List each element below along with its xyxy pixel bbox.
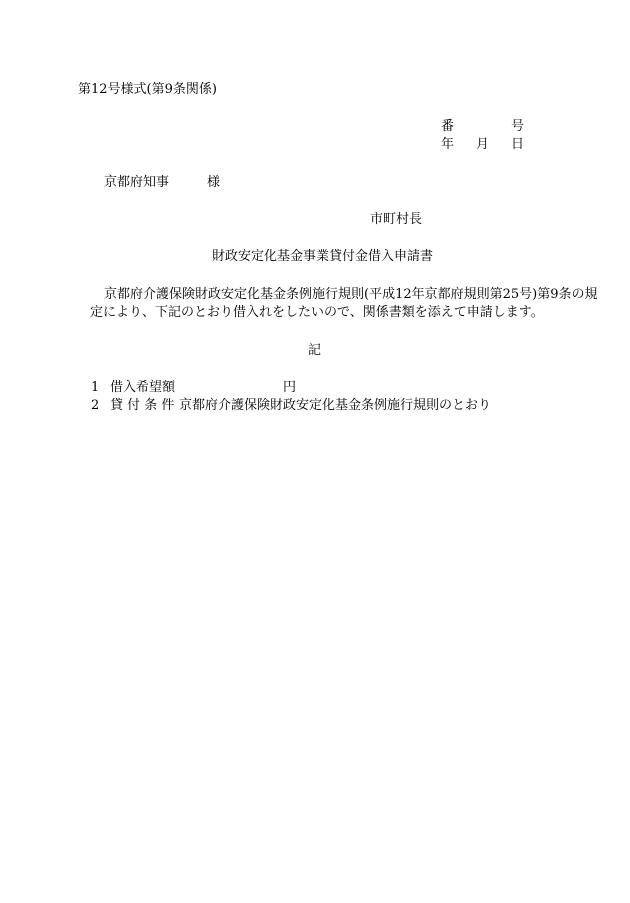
number-label-go: 号 — [511, 119, 525, 134]
item-1-label: 借入希望額 — [110, 380, 176, 395]
form-number: 第12号様式(第9条関係) — [78, 82, 217, 97]
addressee-name: 京都府知事 — [104, 175, 170, 190]
body-line-1: 京都府介護保険財政安定化基金条例施行規則(平成12年京都府規則第25号)第9条の規 — [104, 287, 598, 302]
date-month-label: 月 — [476, 137, 490, 152]
item-2-number: 2 — [91, 398, 100, 413]
body-line-2: 定により、下記のとおり借入れをしたいので、関係書類を添えて申請します。 — [90, 305, 544, 320]
date-year-label: 年 — [441, 137, 455, 152]
item-2-label: 貸 付 条 件 — [110, 398, 175, 413]
document-title: 財政安定化基金事業貸付金借入申請書 — [212, 249, 434, 264]
number-label-ban: 番 — [441, 119, 455, 134]
addressee-honorific: 様 — [207, 175, 221, 190]
item-2-value: 京都府介護保険財政安定化基金条例施行規則のとおり — [179, 398, 492, 413]
date-day-label: 日 — [511, 137, 525, 152]
sender-name: 市町村長 — [370, 212, 423, 227]
item-1-number: 1 — [91, 380, 100, 395]
item-1-value: 円 — [283, 380, 297, 395]
ki-heading: 記 — [308, 343, 322, 358]
